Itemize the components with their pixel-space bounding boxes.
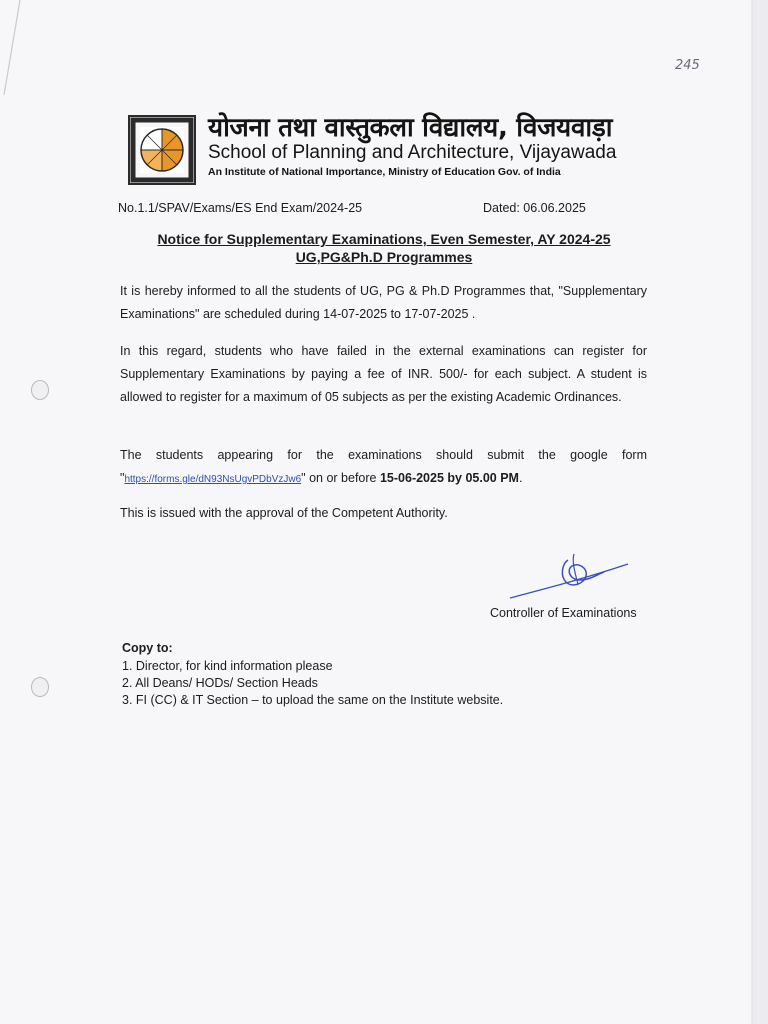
- copy-to-item: 3. FI (CC) & IT Section – to upload the same on the Institute website.: [122, 693, 504, 707]
- copy-to-item: 2. All Deans/ HODs/ Section Heads: [122, 676, 318, 690]
- copy-to-list: [122, 658, 503, 709]
- google-form-link[interactable]: https://forms.gle/dN93NsUgvPDbVzJw6: [124, 474, 302, 485]
- notice-date: Dated: 06.06.2025: [483, 201, 586, 215]
- copy-to-heading: Copy to:: [122, 641, 173, 655]
- handwritten-page-number: 245: [675, 58, 700, 73]
- signatory-title: Controller of Examinations: [490, 606, 637, 620]
- paragraph-registration: In this regard, students who have failed in the external examinations can register for Supplementary Examinations by paying a fee of INR. 500/- for each subject. A student is allowed to register for a maximum of 05 subjects as per the existing Academic Ordinances.: [120, 344, 647, 404]
- notice-title: Notice for Supplementary Examinations, Even Semester, AY 2024-25: [157, 231, 611, 247]
- institute-name-english: School of Planning and Architecture, Vijayawada: [208, 142, 617, 163]
- handwritten-signature: [500, 550, 635, 605]
- form-instruction-text: The students appearing for the examinations should submit the google form ": [120, 448, 647, 485]
- copy-to-item: 1. Director, for kind information please: [122, 659, 333, 673]
- institute-name-hindi: योजना तथा वास्तुकला विद्यालय, विजयवाड़ा: [208, 113, 613, 143]
- form-deadline-prefix: " on or before: [301, 471, 380, 485]
- paragraph-google-form: [120, 444, 647, 491]
- institute-logo: [128, 115, 196, 185]
- form-deadline-suffix: .: [518, 471, 523, 485]
- institute-tagline: An Institute of National Importance, Ministry of Education Gov. of India: [208, 166, 561, 178]
- paragraph-approval: This is issued with the approval of the Competent Authority.: [120, 506, 448, 520]
- punch-hole-top: [31, 380, 49, 400]
- punch-hole-bottom: [31, 677, 49, 697]
- reference-number: No.1.1/SPAV/Exams/ES End Exam/2024-25: [118, 201, 363, 215]
- notice-subtitle: UG,PG&Ph.D Programmes: [295, 249, 473, 265]
- form-deadline: 15-06-2025 by 05.00 PM: [379, 471, 519, 485]
- paragraph-schedule: It is hereby informed to all the students of UG, PG & Ph.D Programmes that, "Supplementary Examinations" are scheduled during 14-07-2025 to 17-07-2025 .: [120, 284, 647, 321]
